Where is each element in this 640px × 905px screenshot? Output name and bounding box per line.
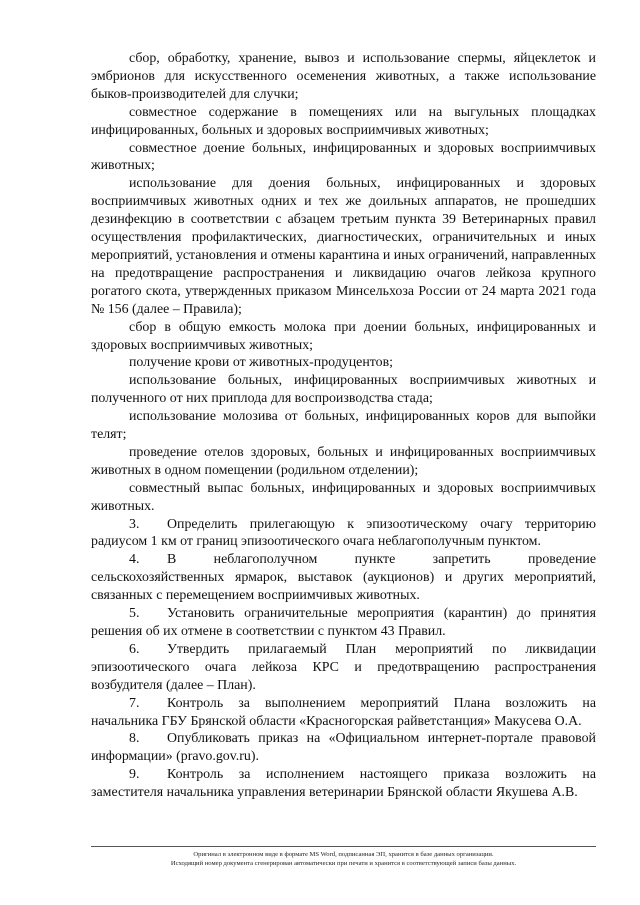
footer xyxy=(91,850,596,868)
item-text: Утвердить прилагаемый План мероприятий по ликвидации эпизоотического очага лейкоза КРС и предотвращению распространения возбудителя (далее – План). xyxy=(91,641,596,693)
numbered-item-9 xyxy=(91,766,596,802)
numbered-item-3 xyxy=(91,516,596,552)
item-number: 3. xyxy=(129,516,140,532)
item-text: Установить ограничительные мероприятия (карантин) до принятия решения об их отмене в соответствии с пунктом 43 Правил. xyxy=(91,606,596,639)
list-item: использование больных, инфицированных восприимчивых животных и полученного от них приплода для воспроизводства стада; xyxy=(91,373,596,407)
footer-divider xyxy=(91,846,596,847)
footer-line-2: Исходящий номер документа сгенерирован автоматически при печати и хранится в соответствующей записи базы данных. xyxy=(170,860,517,867)
document-body xyxy=(91,50,596,802)
item-text: Определить прилегающую к эпизоотическому очагу территорию радиусом 1 км от границ эпизоотического очага неблагополучным пунктом. xyxy=(91,516,596,550)
numbered-item-5 xyxy=(91,605,596,641)
list-item: сбор в общую емкость молока при доении больных, инфицированных и здоровых восприимчивых животных; xyxy=(91,319,596,353)
item-text: В неблагополучном пункте запретить проведение сельскохозяйственных ярмарок, выставок (аукционов) и других мероприятий, связанных с перемещением восприимчивых животных. xyxy=(91,552,596,604)
numbered-item-8 xyxy=(91,730,596,766)
numbered-item-4 xyxy=(91,551,596,605)
list-item: совместное содержание в помещениях или на выгульных площадках инфицированных, больных и здоровых восприимчивых животных; xyxy=(91,104,596,138)
numbered-item-6 xyxy=(91,641,596,695)
list-item: совместное доение больных, инфицированных и здоровых восприимчивых животных; xyxy=(91,140,596,174)
list-item: сбор, обработку, хранение, вывоз и использование спермы, яйцеклеток и эмбрионов для искусственного осеменения животных, а также использование быков-производителей для случки; xyxy=(91,51,596,102)
item-text: Контроль за выполнением мероприятий Плана возложить на начальника ГБУ Брянской области «Красногорская райветстанция» Макусева О.А. xyxy=(91,695,596,729)
list-item: получение крови от животных-продуцентов; xyxy=(129,355,394,371)
list-item: совместный выпас больных, инфицированных и здоровых восприимчивых животных. xyxy=(91,480,596,514)
item-number: 7. xyxy=(129,695,140,711)
item-text: Опубликовать приказ на «Официальном интернет-портале правовой информации» (pravo.gov.ru). xyxy=(91,731,596,765)
item-number: 9. xyxy=(129,767,140,783)
list-item: проведение отелов здоровых, больных и инфицированных восприимчивых животных в одном помещении (родильном отделении); xyxy=(91,444,596,478)
list-item: использование молозива от больных, инфицированных коров для выпойки телят; xyxy=(91,409,596,443)
footer-line-1: Оригинал в электронном виде в формате MS Word, подписанная ЭП, хранится в базе данных организации. xyxy=(193,851,494,858)
item-number: 5. xyxy=(129,606,140,622)
item-text: Контроль за исполнением настоящего приказа возложить на заместителя начальника управления ветеринарии Брянской области Якушева А.В. xyxy=(91,767,596,801)
item-number: 8. xyxy=(129,731,140,747)
numbered-item-7 xyxy=(91,695,596,731)
item-number: 4. xyxy=(129,552,140,568)
item-number: 6. xyxy=(129,641,140,657)
list-item: использование для доения больных, инфицированных и здоровых восприимчивых животных одних и тех же доильных аппаратов, не прошедших дезинфекцию в соответствии с абзацем третьим пункта 39 Ветеринарных правил осуществления профилактических, диагностических, ограничительных и иных мероприятий, установления и отмены карантина и иных ограничений, направленных на предотвращение распространения и ликвидацию очагов лейкоза крупного рогатого скота, утвержденных приказом Минсельхоза России от 24 марта 2021 года № 156 (далее – Правила); xyxy=(91,176,596,317)
